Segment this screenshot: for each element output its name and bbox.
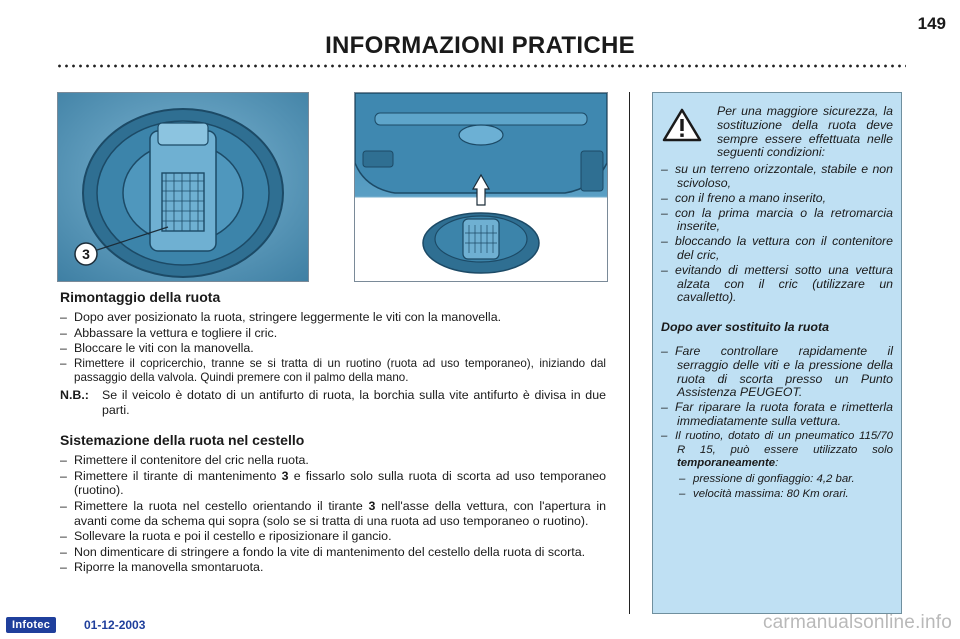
- watermark-url: carmanualsonline.info: [762, 612, 952, 633]
- tyre-specs-list: [679, 473, 893, 502]
- list-item: – Bloccare le viti con la manovella.: [60, 341, 254, 356]
- main-instructions: [60, 289, 606, 576]
- list-item: – Far riparare la ruota forata e rimetterla immediatamente sulla vettura.: [661, 400, 893, 428]
- list-item: – Fare controllare rapidamente il serraggio delle viti e la pressione della ruota di scorta presso un Punto Assistenza PEUGEOT.: [661, 343, 893, 400]
- list-item: – pressione di gonfiaggio: 4,2 bar.: [679, 473, 855, 486]
- figure-wheel-under-car: [354, 92, 608, 282]
- list-item: – Abbassare la vettura e togliere il cric.: [60, 325, 278, 340]
- list-item: – velocità massima: 80 Km orari.: [679, 487, 849, 500]
- title-dotted-rule: [56, 64, 906, 68]
- after-replacement-heading: Dopo aver sostituito la ruota: [661, 320, 829, 335]
- after-replacement-list: [661, 345, 893, 471]
- basket-steps-list: [60, 453, 606, 575]
- list-item: – su un terreno orizzontale, stabile e non scivoloso,: [661, 162, 893, 190]
- conditions-list: [661, 163, 893, 305]
- list-item: – Rimettere il copricerchio, tranne se si tratta di un ruotino (ruota ad uso temporaneo), iniziando dal passaggio della valvola. Quindi premere con il palmo della mano.: [60, 356, 606, 385]
- infotec-badge: Infotec: [6, 617, 56, 633]
- note-text: Se il veicolo è dotato di un antifurto di ruota, la borchia sulla vite antifurto è divisa in due parti.: [102, 387, 606, 417]
- list-item: – Dopo aver posizionato la ruota, stringere leggermente le viti con la manovella.: [60, 310, 502, 324]
- section-heading-basket: Sistemazione della ruota nel cestello: [60, 432, 305, 449]
- safety-sidebar: [652, 92, 902, 614]
- list-item: – Sollevare la ruota e poi il cestello e riposizionare il gancio.: [60, 529, 392, 544]
- warning-intro: [661, 105, 893, 160]
- list-item: – Riporre la manovella smontaruota.: [60, 560, 264, 575]
- column-divider: [629, 92, 630, 614]
- list-item: – con il freno a mano inserito,: [661, 190, 827, 205]
- warning-triangle-icon: [661, 105, 717, 147]
- footer-date: 01-12-2003: [84, 618, 146, 632]
- list-item: – Rimettere il tirante di mantenimento 3 e fissarlo solo sulla ruota di scorta ad uso temporaneo (ruotino).: [60, 468, 606, 498]
- note-label: N.B.:: [60, 387, 89, 402]
- page-title: INFORMAZIONI PRATICHE: [325, 32, 635, 59]
- wheel-under-car-illustration: [355, 93, 607, 281]
- list-item: – con la prima marcia o la retromarcia inserite,: [661, 205, 893, 234]
- list-item: – Il ruotino, dotato di un pneumatico 115/70 R 15, può essere utilizzato solo temporaneamente:: [661, 429, 893, 470]
- figure-spare-wheel: [57, 92, 309, 282]
- note-block: [60, 388, 606, 417]
- spare-wheel-illustration: [58, 93, 308, 281]
- section-heading-remount: Rimontaggio della ruota: [60, 289, 221, 305]
- page-number: 149: [917, 14, 946, 33]
- remount-steps-list: [60, 310, 606, 386]
- list-item: – Rimettere la ruota nel cestello orientando il tirante 3 nell'asse della vettura, con l'apertura in avanti come da schema qui sopra (solo se si tratta di una ruota ad uso temporaneo o ruotino).: [60, 498, 607, 528]
- warning-intro-text: Per una maggiore sicurezza, la sostituzione della ruota deve sempre essere effettuata nelle seguenti condizioni:: [717, 104, 893, 160]
- list-item: – Non dimenticare di stringere a fondo la vite di mantenimento del cestello della ruota di scorta.: [60, 544, 586, 559]
- list-item: – Rimettere il contenitore del cric nella ruota.: [60, 453, 309, 468]
- list-item: – evitando di mettersi sotto una vettura alzata con il cric (utilizzare un cavalletto).: [661, 262, 893, 305]
- callout-number: 3: [82, 246, 90, 262]
- list-item: – bloccando la vettura con il contenitore del cric,: [661, 234, 893, 262]
